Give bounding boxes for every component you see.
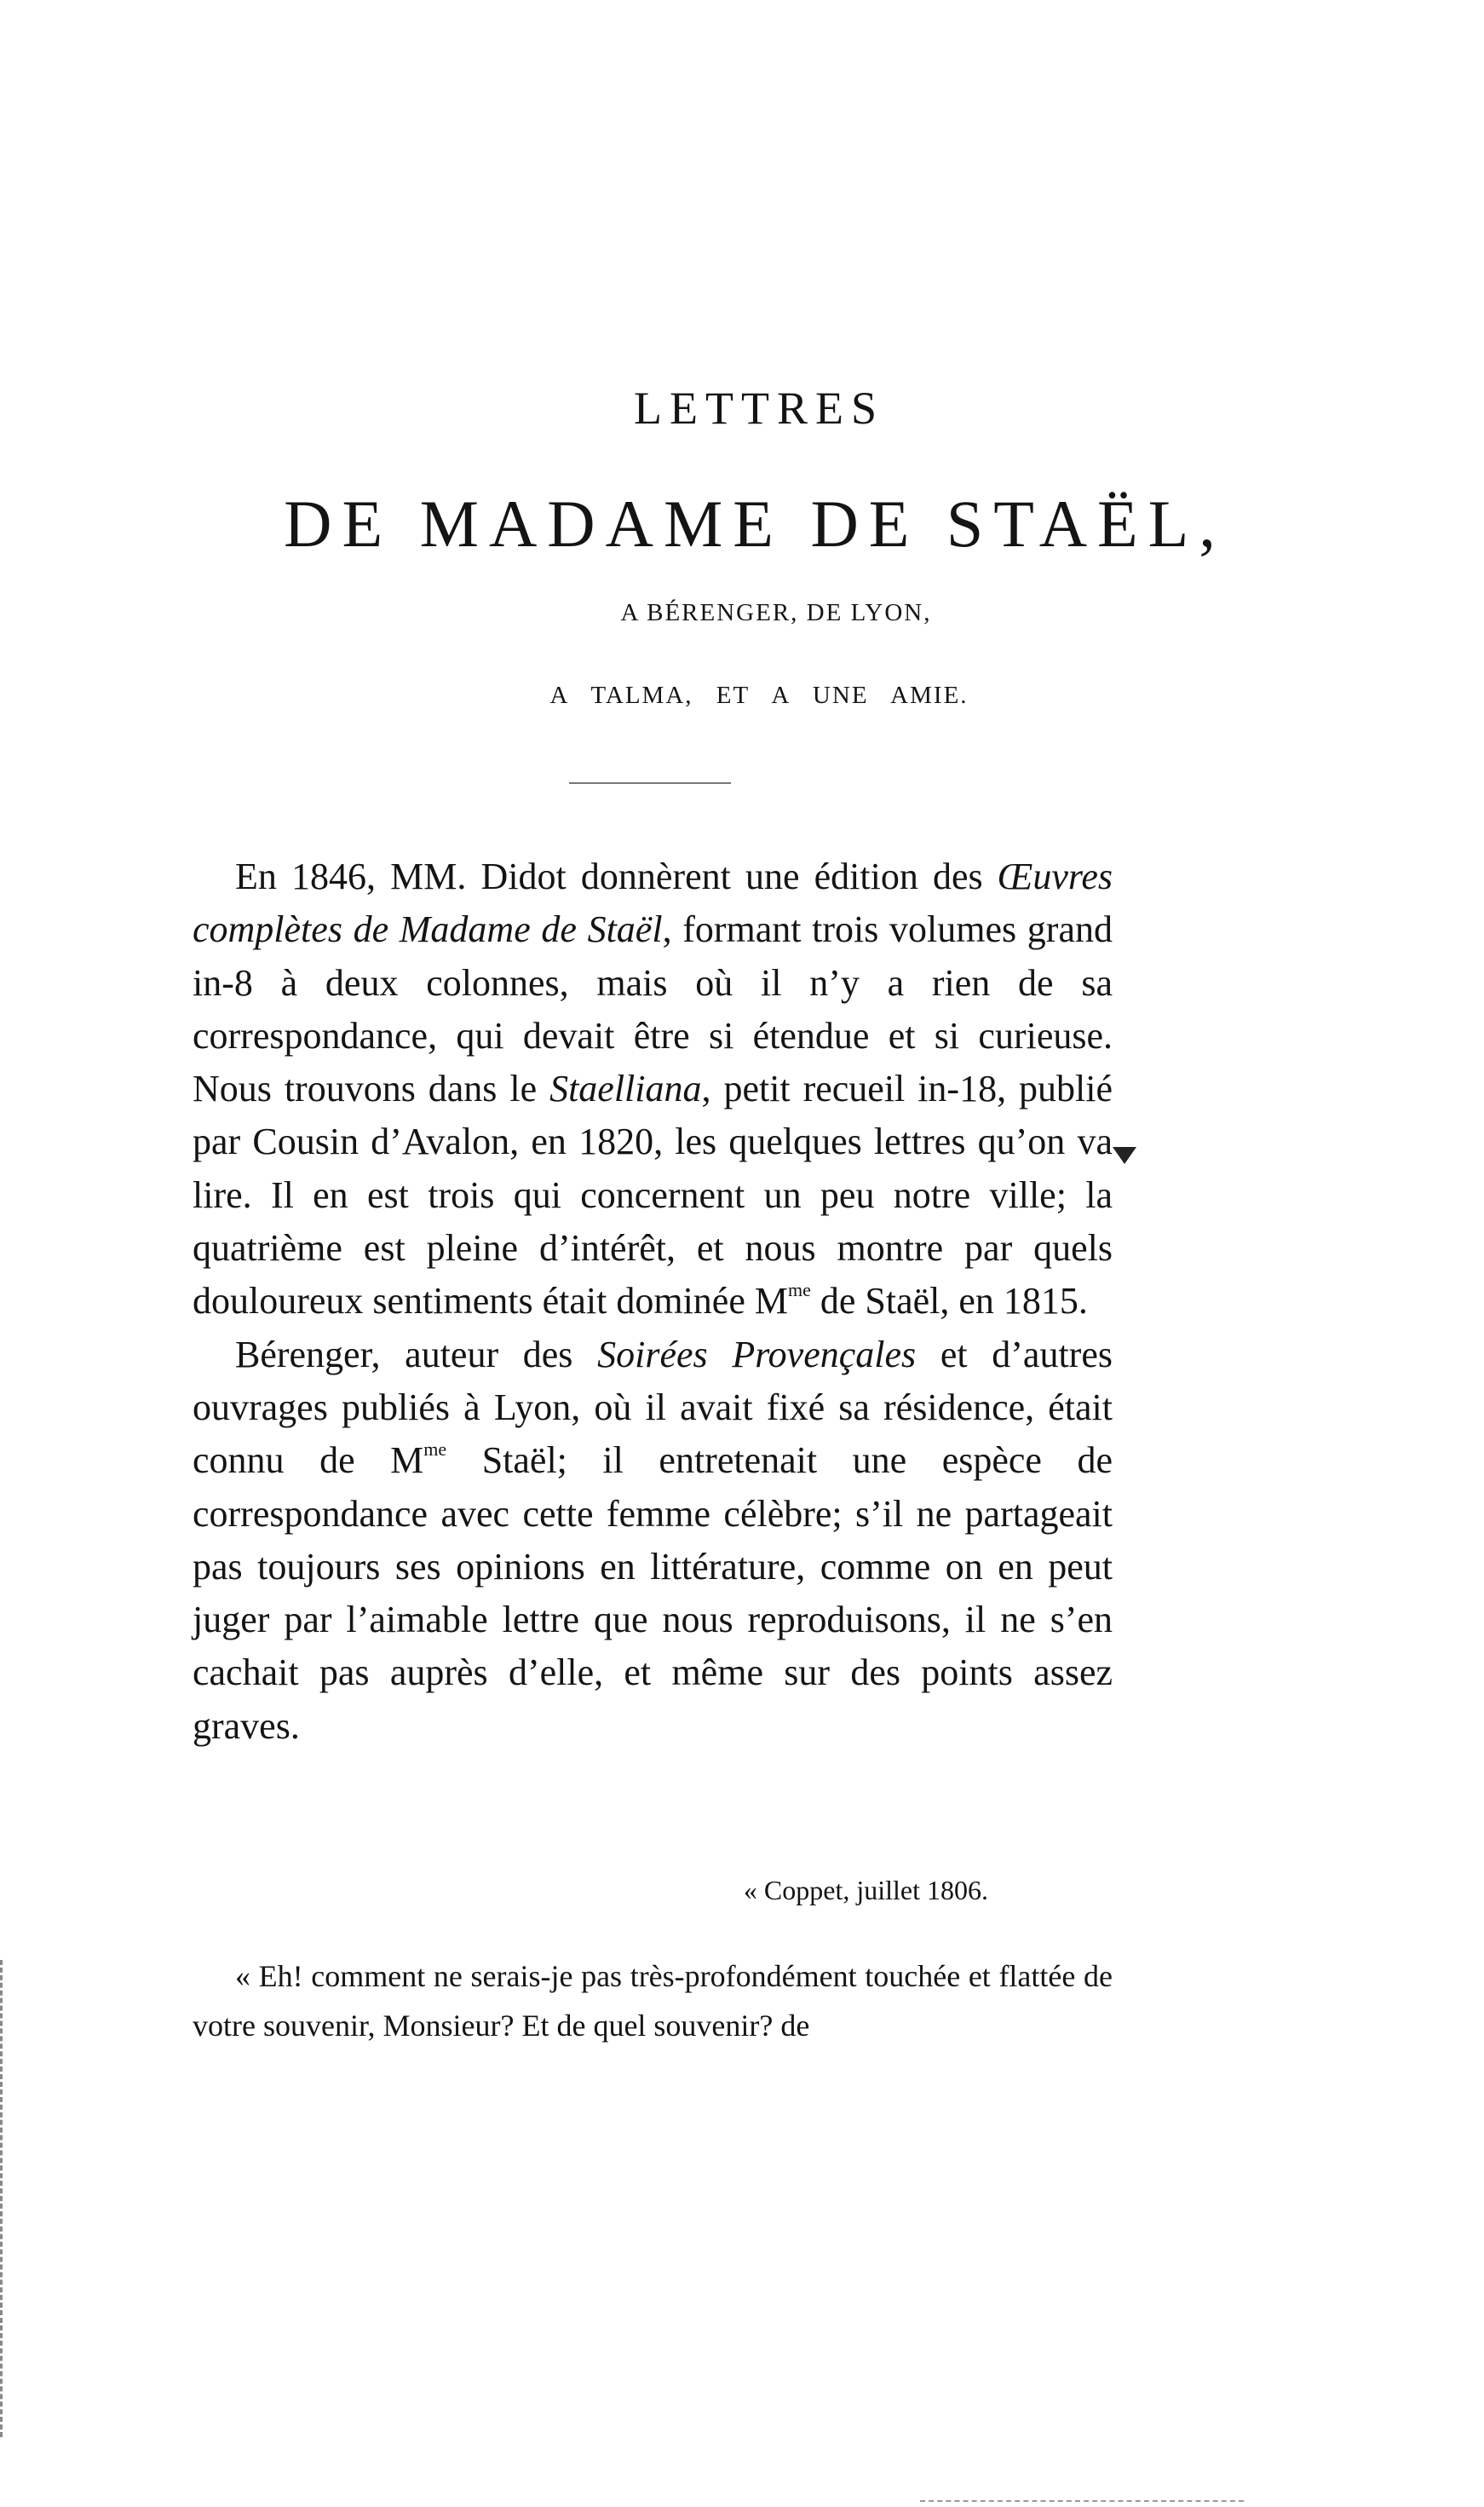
work-title: Soirées Provençales <box>597 1333 917 1375</box>
title-madame-de-stael: DE MADAME DE STAËL, <box>284 487 1226 561</box>
superscript: me <box>423 1438 447 1461</box>
paragraph-text: , petit recueil in-18, publié par Cousin d’Avalon, en 1820, les quelques lettres qu’on va lire. Il en est trois qui concernent un peu notre ville; la quatrième est pleine d’intérêt, et nous montre par quels douloureux sentiments était dominée M <box>193 1068 1113 1323</box>
paragraph-didot-edition <box>193 850 1113 1328</box>
introduction-text <box>193 850 1113 1753</box>
scan-edge-marks <box>0 1960 8 2437</box>
paragraph-text: Bérenger, auteur des <box>235 1333 598 1375</box>
letter-dateline: « Coppet, juillet 1806. <box>743 1875 988 1905</box>
paragraph-berenger <box>193 1328 1113 1753</box>
subtitle-berenger: A BÉRENGER, DE LYON, <box>620 599 932 626</box>
margin-pointer-icon <box>1113 1147 1136 1164</box>
letter-opening: « Eh! comment ne serais-je pas très-profondément touchée et flattée de votre souvenir, Monsieur? Et de quel souvenir? de <box>193 1959 1113 2043</box>
work-title: Œuvres complètes de Madame de Staël <box>193 856 1113 951</box>
paragraph-text: , formant trois volumes grand in-8 à deux colonnes, mais où il n’y a rien de sa correspondance, qui devait être si étendue et si curieuse. Nous trouvons dans le <box>193 908 1113 1110</box>
title-lettres: LETTRES <box>634 383 884 434</box>
section-divider <box>569 782 731 784</box>
paragraph-text: et d’autres ouvrages publiés à Lyon, où il avait fixé sa résidence, était connu de M <box>193 1333 1113 1482</box>
subtitle-talma: A TALMA, ET A UNE AMIE. <box>549 682 969 709</box>
letter-text <box>193 1951 1113 2050</box>
scan-bottom-marks <box>920 2500 1244 2502</box>
paragraph-text: Staël; il entretenait une espèce de correspondance avec cette femme célèbre; s’il ne partageait pas toujours ses opinions en littérature, comme on en peut juger par l’aimable lettre que nous reproduisons, il ne s’en cachait pas auprès d’elle, et même sur des points assez graves. <box>193 1439 1113 1747</box>
superscript: me <box>787 1279 811 1301</box>
paragraph-text: En 1846, MM. Didot donnèrent une édition des <box>235 856 998 897</box>
paragraph-text: de Staël, en 1815. <box>810 1280 1088 1323</box>
source-title: Staelliana <box>549 1068 702 1110</box>
